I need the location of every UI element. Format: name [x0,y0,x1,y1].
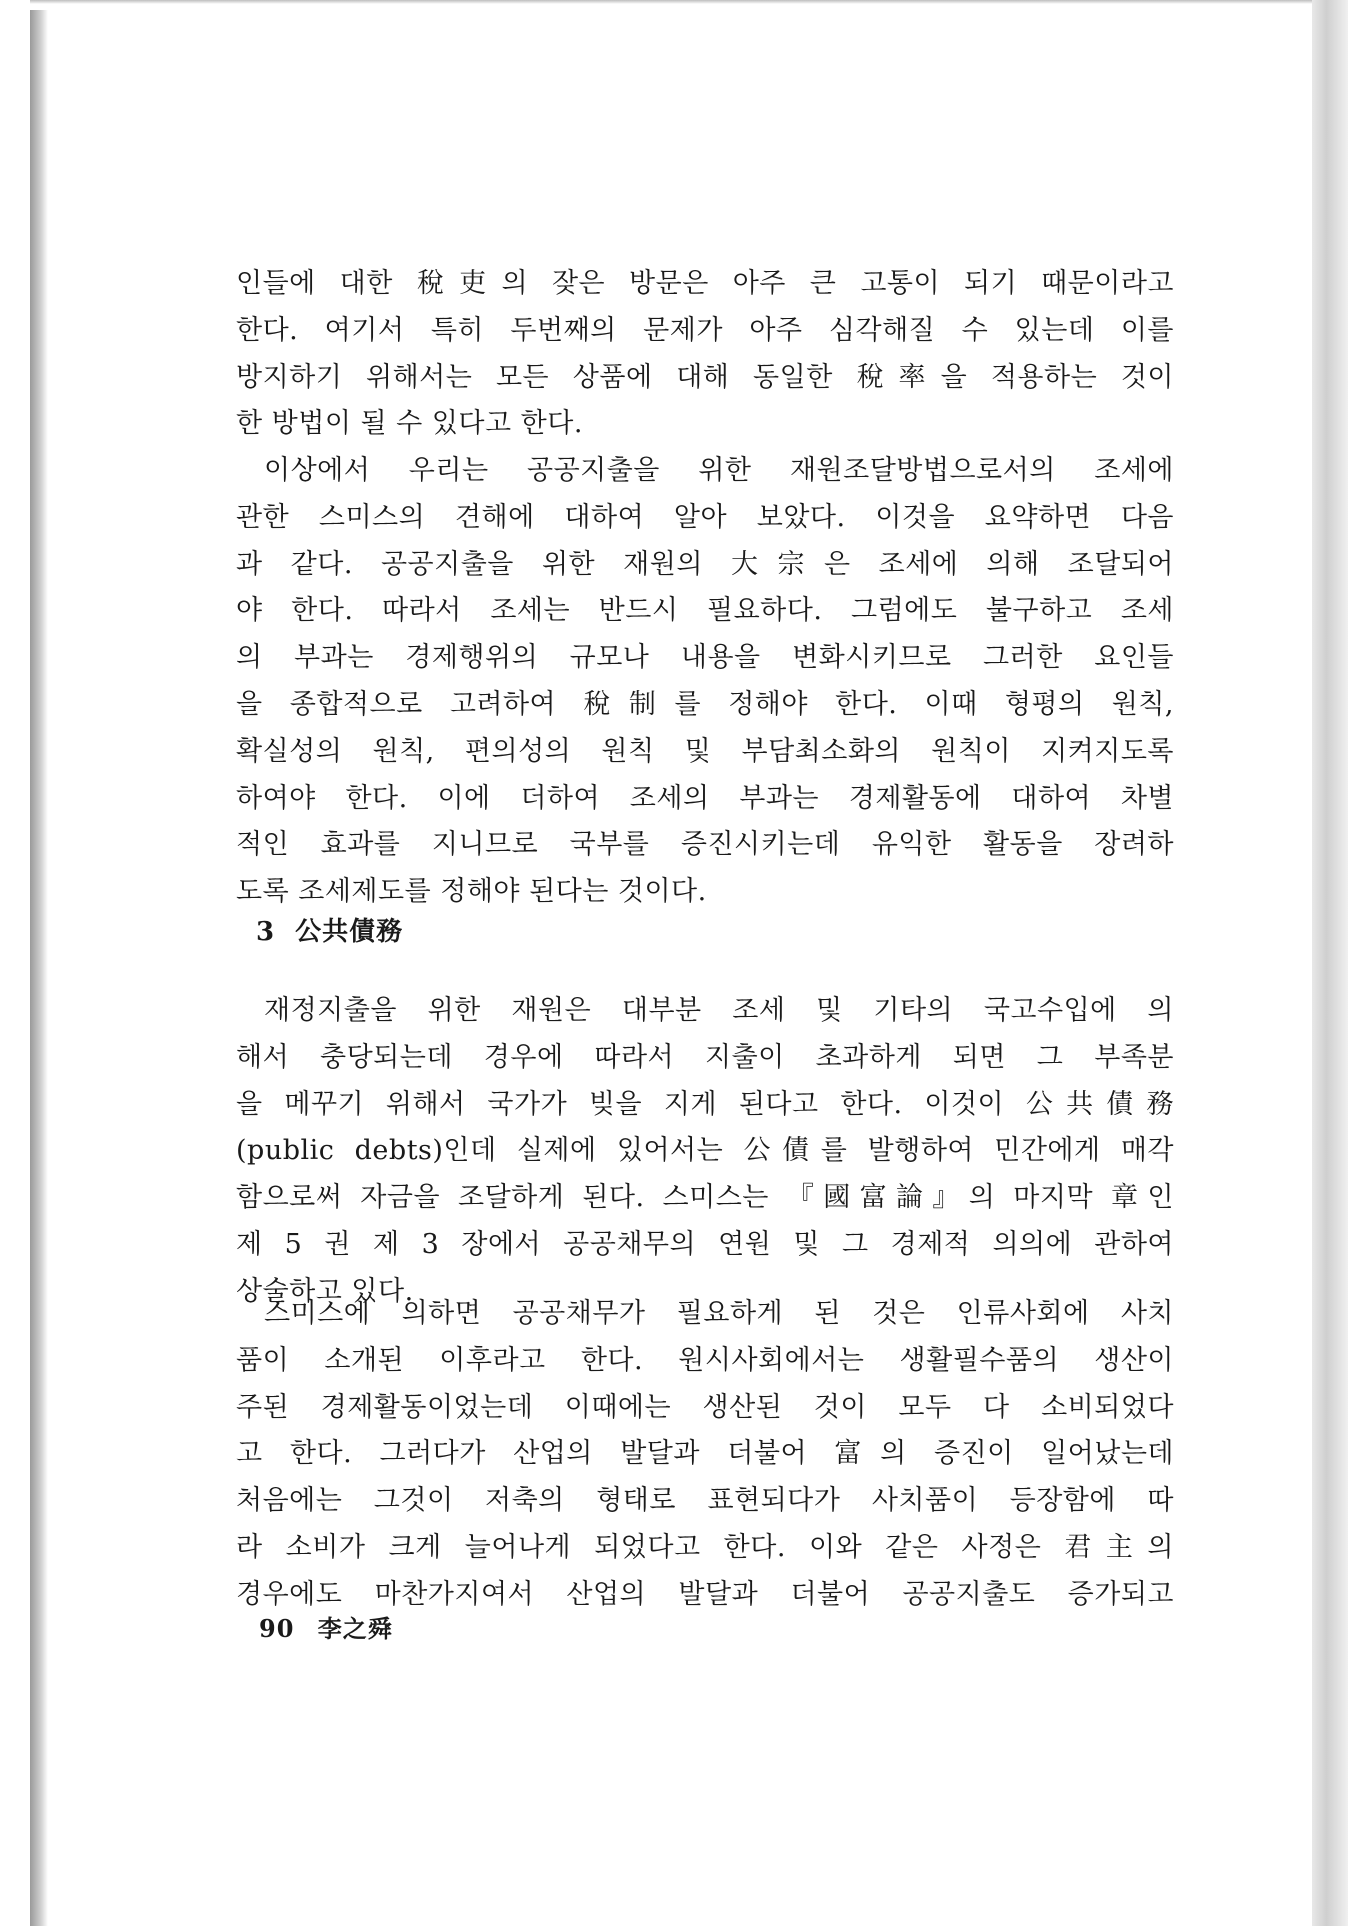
text-line: 해서 충당되는데 경우에 따라서 지출이 초과하게 되면 그 부족분 [236,1041,1174,1073]
text-line: 의 부과는 경제행위의 규모나 내용을 변화시키므로 그러한 요인들 [236,642,1174,674]
section-title: 公共債務 [295,917,404,947]
page-number: 90 [259,1614,295,1643]
paragraph-luxury-origin [236,1291,1174,1619]
page-right-edge-shadow [1312,0,1348,1926]
text-line: 경우에도 마찬가지여서 산업의 발달과 더불어 공공지출도 증가되고 [236,1578,1174,1610]
paragraph-tax-visits [236,261,1174,448]
section-heading [256,911,403,948]
text-line: 이상에서 우리는 공공지출을 위한 재원조달방법으로서의 조세에 [264,455,1174,486]
text-line: 주된 경제활동이었는데 이때에는 생산된 것이 모두 다 소비되었다 [236,1391,1174,1423]
text-line: 한 방법이 될 수 있다고 한다. [236,408,583,440]
text-line: 도록 조세제도를 정해야 된다는 것이다. [236,876,707,908]
text-line: 확실성의 원칙, 편의성의 원칙 및 부담최소화의 원칙이 지켜지도록 [236,735,1174,767]
text-line: 야 한다. 따라서 조세는 반드시 필요하다. 그럼에도 불구하고 조세 [236,595,1174,627]
section-number: 3 [256,917,276,947]
text-line: 상술하고 있다. [236,1275,414,1307]
text-line: 관한 스미스의 견해에 대하여 알아 보았다. 이것을 요약하면 다음 [236,501,1174,533]
text-line: 을 종합적으로 고려하여 稅制를 정해야 한다. 이때 형평의 원칙, [236,688,1174,720]
text-line: 함으로써 자금을 조달하게 된다. 스미스는 『國富論』의 마지막 章인 [236,1182,1174,1214]
text-line: 고 한다. 그러다가 산업의 발달과 더불어 富의 증진이 일어났는데 [236,1438,1174,1470]
author-name: 李之舜 [317,1614,393,1643]
text-line: 처음에는 그것이 저축의 형태로 표현되다가 사치품이 등장함에 따 [236,1485,1174,1517]
text-line: 을 메꾸기 위해서 국가가 빚을 지게 된다고 한다. 이것이 公共債務 [236,1088,1174,1120]
text-line: 적인 효과를 지니므로 국부를 증진시키는데 유익한 활동을 장려하 [236,829,1174,861]
page-footer [259,1609,393,1644]
text-line: 하여야 한다. 이에 더하여 조세의 부과는 경제활동에 대하여 차별 [236,782,1174,814]
paragraph-public-debts [236,988,1174,1316]
text-line: 방지하기 위해서는 모든 상품에 대해 동일한 稅率을 적용하는 것이 [236,361,1174,393]
paragraph-summary [236,448,1174,916]
text-line: 라 소비가 크게 늘어나게 되었다고 한다. 이와 같은 사정은 君主의 [236,1531,1174,1563]
text-line: 재정지출을 위한 재원은 대부분 조세 및 기타의 국고수입에 의 [264,995,1174,1026]
text-line: (public debts)인데 실제에 있어서는 公債를 발행하여 민간에게 매각 [236,1135,1174,1167]
text-line: 스미스에 의하면 공공채무가 필요하게 된 것은 인류사회에 사치 [264,1298,1174,1329]
page-left-edge-shadow [30,10,48,1926]
text-line: 한다. 여기서 특히 두번째의 문제가 아주 심각해질 수 있는데 이를 [236,314,1174,346]
text-line: 과 같다. 공공지출을 위한 재원의 大宗은 조세에 의해 조달되어 [236,548,1174,580]
text-line: 제 5 권 제 3 장에서 공공채무의 연원 및 그 경제적 의의에 관하여 [236,1228,1174,1260]
text-line: 인들에 대한 稅吏의 잦은 방문은 아주 큰 고통이 되기 때문이라고 [236,268,1174,299]
text-line: 품이 소개된 이후라고 한다. 원시사회에서는 생활필수품의 생산이 [236,1344,1174,1376]
